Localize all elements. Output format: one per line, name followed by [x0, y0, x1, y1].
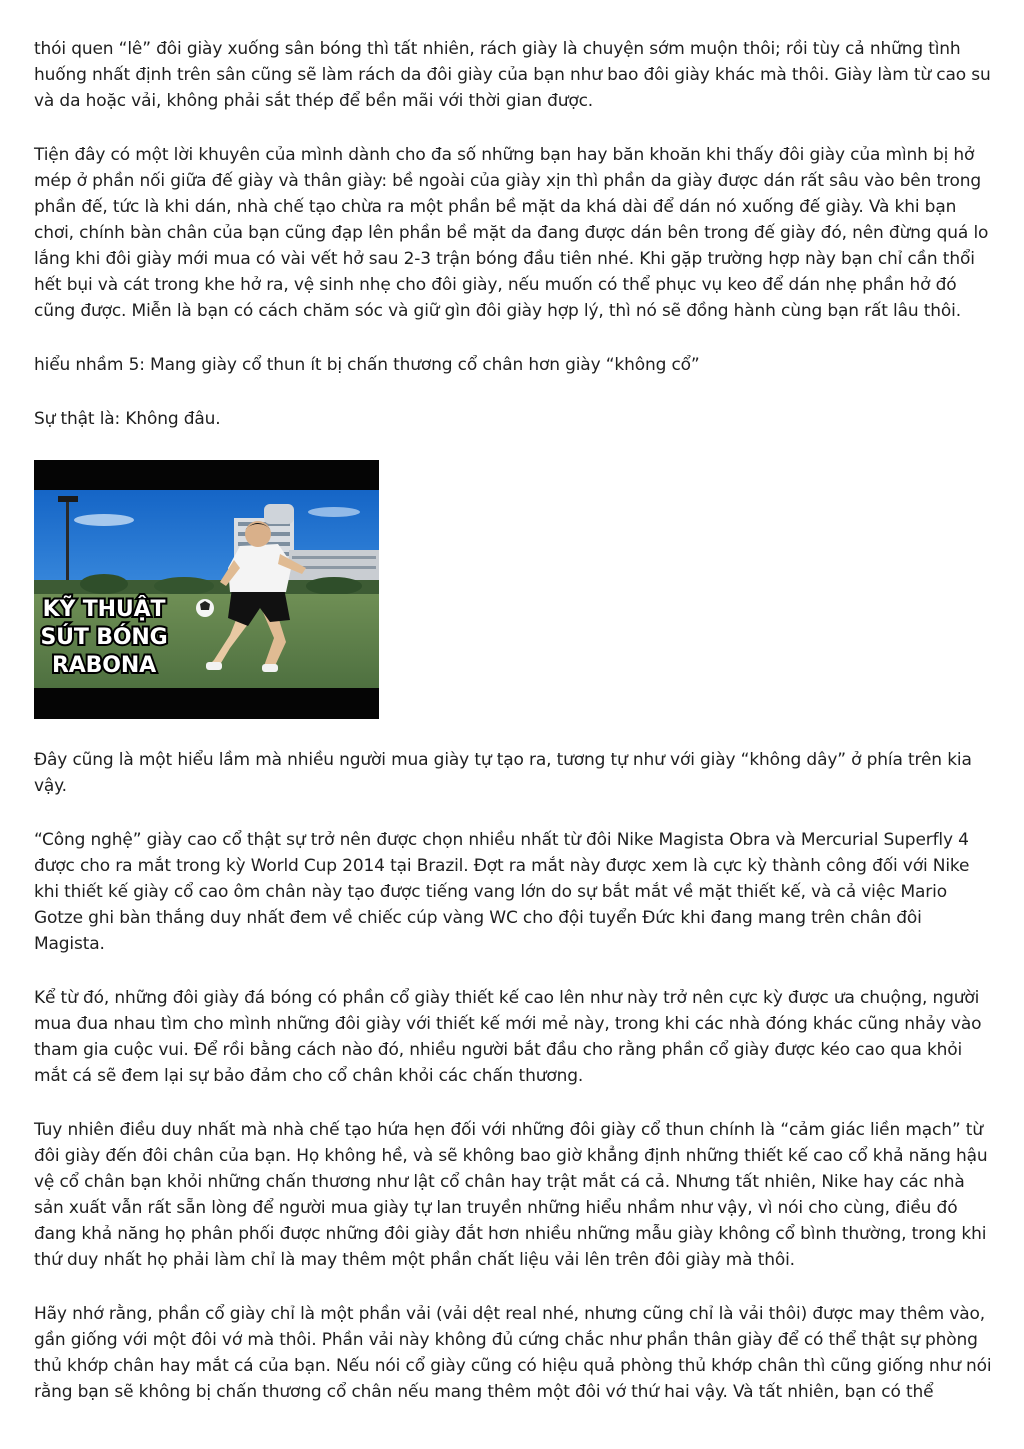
- rabona-kick-image: [34, 460, 379, 719]
- image-caption-line-1: KỸ THUẬT: [42, 597, 166, 622]
- paragraph-4: Sự thật là: Không đâu.: [34, 409, 221, 429]
- paragraph-6: “Công nghệ” giày cao cổ thật sự trở nên được chọn nhiều nhất từ đôi Nike Magista Obra và Mercurial Superfly 4 được cho ra mắt trong kỳ World Cup 2014 tại Brazil. Đợt ra mắt này được xem là cực kỳ thành công đối với Nike khi thiết kế giày cổ cao ôm chân này tạo được tiếng vang lớn do sự bắt mắt về mặt thiết kế, và cả việc Mario Gotze ghi bàn thắng duy nhất đem về chiếc cúp vàng WC cho đội tuyển Đức khi đang mang trên chân đôi Magista.: [34, 830, 970, 954]
- paragraph-5: Đây cũng là một hiểu lầm mà nhiều người mua giày tự tạo ra, tương tự như với giày “không dây” ở phía trên kia vậy.: [34, 750, 972, 796]
- paragraph-8: Tuy nhiên điều duy nhất mà nhà chế tạo hứa hẹn đối với những đôi giày cổ thun chính là “cảm giác liền mạch” từ đôi giày đến đôi chân của bạn. Họ không hề, và sẽ không bao giờ khẳng định những thiết kế cao cổ khả năng hậu vệ cổ chân bạn khỏi những chấn thương như lật cổ chân hay trật mắt cá cả. Nhưng tất nhiên, Nike hay các nhà sản xuất vẫn rất sẵn lòng để người mua giày tự lan truyền những hiểu nhầm như vậy, vì nói cho cùng, điều đó đang khả năng họ phân phối được những đôi giày đắt hơn nhiều những mẫu giày không cổ bình thường, trong khi thứ duy nhất họ phải làm chỉ là may thêm một phần chất liệu vải lên trên đôi giày mà thôi.: [34, 1120, 988, 1270]
- image-caption-line-3: RABONA: [52, 653, 156, 678]
- paragraph-2: Tiện đây có một lời khuyên của mình dành cho đa số những bạn hay băn khoăn khi thấy đôi giày của mình bị hở mép ở phần nối giữa đế giày và thân giày: bề ngoài của giày xịn thì phần da giày được dán rất sâu vào bên trong phần đế, tức là khi dán, nhà chế tạo chừa ra một phần bề mặt da khá dài để dán nó xuống đế giày. Và khi bạn chơi, chính bàn chân của bạn cũng đạp lên phần bề mặt da đang được dán bên trong đế giày đó, nên đừng quá lo lắng khi đôi giày mới mua có vài vết hở sau 2-3 trận bóng đầu tiên nhé. Khi gặp trường hợp này bạn chỉ cần thổi hết bụi và cát trong khe hở ra, vệ sinh nhẹ cho đôi giày, nếu muốn có thể phục vụ keo để dán nhẹ phần hở đó cũng được. Miễn là bạn có cách chăm sóc và giữ gìn đôi giày hợp lý, thì nó sẽ đồng hành cùng bạn rất lâu thôi.: [34, 145, 989, 321]
- paragraph-3: hiểu nhầm 5: Mang giày cổ thun ít bị chấn thương cổ chân hơn giày “không cổ”: [34, 355, 700, 375]
- paragraph-9: Hãy nhớ rằng, phần cổ giày chỉ là một phần vải (vải dệt real nhé, nhưng cũng chỉ là vải thôi) được may thêm vào, gần giống với một đôi vớ mà thôi. Phần vải này không đủ cứng chắc như phần thân giày để có thể thật sự phòng thủ khớp chân hay mắt cá của bạn. Nếu nói cổ giày cũng có hiệu quả phòng thủ khớp chân thì cũng giống như nói rằng bạn sẽ không bị chấn thương cổ chân nếu mang thêm một đôi vớ thứ hai vậy. Và tất nhiên, bạn có thể: [34, 1304, 992, 1402]
- article-body: [34, 36, 992, 1433]
- image-caption-line-2: SÚT BÓNG: [40, 625, 168, 650]
- paragraph-1: thói quen “lê” đôi giày xuống sân bóng thì tất nhiên, rách giày là chuyện sớm muộn thôi; rồi tùy cả những tình huống nhất định trên sân cũng sẽ làm rách da đôi giày của bạn như bao đôi giày khác mà thôi. Giày làm từ cao su và da hoặc vải, không phải sắt thép để bền mãi với thời gian được.: [34, 39, 991, 111]
- paragraph-7: Kể từ đó, những đôi giày đá bóng có phần cổ giày thiết kế cao lên như này trở nên cực kỳ được ưa chuộng, người mua đua nhau tìm cho mình những đôi giày với thiết kế mới mẻ này, trong khi các nhà đóng khác cũng nhảy vào tham gia cuộc vui. Để rồi bằng cách nào đó, nhiều người bắt đầu cho rằng phần cổ giày được kéo cao qua khỏi mắt cá sẽ đem lại sự bảo đảm cho cổ chân khỏi các chấn thương.: [34, 988, 982, 1086]
